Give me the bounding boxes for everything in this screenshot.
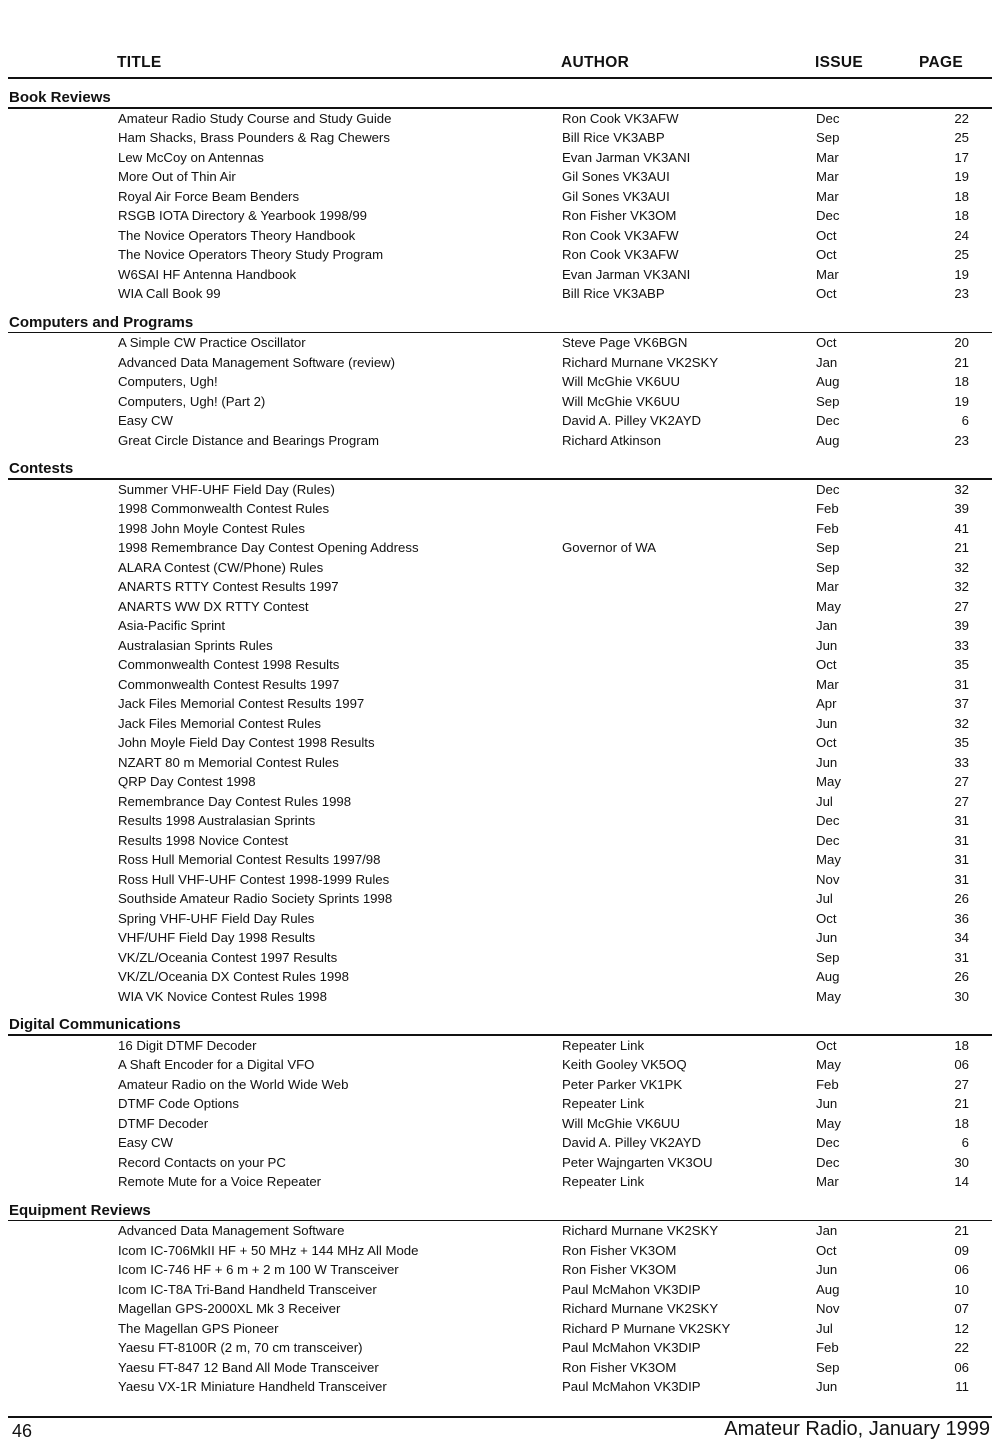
table-row [0,1299,1000,1319]
entry-issue: Mar [816,169,839,184]
table-row [0,636,1000,656]
entry-title: Asia-Pacific Sprint [118,618,226,633]
section [0,1006,1000,1192]
table-row [0,675,1000,695]
entry-title: WIA Call Book 99 [118,286,221,301]
entry-title: Spring VHF-UHF Field Day Rules [118,910,315,926]
entry-title: VK/ZL/Oceania Contest 1997 Results [118,949,338,965]
column-header-title: TITLE [117,54,162,71]
entry-issue: Feb [816,520,839,536]
entry-title: Results 1998 Novice Contest [118,832,289,848]
table-row [0,1260,1000,1280]
table-row [0,1241,1000,1261]
column-header [0,54,1000,76]
entry-title: 16 Digit DTMF Decoder [118,1037,257,1053]
table-row [0,733,1000,753]
entry-page: 09 [954,1242,969,1258]
entry-title: Yaesu FT-8100R (2 m, 70 cm transceiver) [118,1340,363,1355]
entry-title: Jack Files Memorial Contest Rules [118,715,322,731]
entry-title: VHF/UHF Field Day 1998 Results [118,930,316,945]
entry-issue: Dec [816,1154,840,1170]
entry-title: Icom IC-706MkII HF + 50 MHz + 144 MHz All Mode [118,1242,419,1258]
entry-title: RSGB IOTA Directory & Yearbook 1998/99 [118,208,367,223]
table-row [0,1094,1000,1114]
entry-issue: Sep [816,1359,840,1375]
entry-author: Ron Fisher VK3OM [562,1359,677,1375]
entry-page: 30 [954,1154,969,1170]
entry-issue: Aug [816,1281,840,1297]
entry-title: Amateur Radio Study Course and Study Guide [118,110,392,126]
entry-title: Australasian Sprints Rules [118,637,273,653]
entry-title: W6SAI HF Antenna Handbook [118,266,297,282]
entry-title: Commonwealth Contest 1998 Results [118,657,340,672]
entry-author: Richard Murnane VK2SKY [562,1301,719,1316]
section-title: Computers and Programs [9,313,194,331]
table-row [0,431,1000,451]
entry-issue: Sep [816,559,840,575]
table-row [0,1153,1000,1173]
entry-issue: Apr [816,696,837,711]
table-row [0,333,1000,353]
entry-title: Remote Mute for a Voice Repeater [118,1174,322,1189]
table-row [0,597,1000,617]
entry-issue: May [816,988,841,1004]
entry-title: The Magellan GPS Pioneer [118,1320,279,1336]
section-title: Equipment Reviews [9,1201,151,1219]
entry-page: 14 [954,1174,969,1189]
entry-title: NZART 80 m Memorial Contest Rules [118,754,339,770]
entry-page: 31 [954,852,969,867]
entry-page: 25 [954,247,969,262]
table-row [0,577,1000,597]
entry-issue: Jun [816,1262,838,1277]
entry-page: 24 [954,227,969,243]
table-row [0,1358,1000,1378]
entry-title: Results 1998 Australasian Sprints [118,813,316,828]
entry-title: Advanced Data Management Software [118,1223,345,1238]
entry-author: Steve Page VK6BGN [562,335,688,350]
section [0,1192,1000,1397]
entry-issue: Jun [816,1096,838,1111]
table-row [0,167,1000,187]
entry-page: 31 [954,813,969,828]
entry-author: Keith Gooley VK5OQ [562,1057,687,1072]
column-header-author: AUTHOR [561,54,630,71]
entry-page: 6 [961,413,969,428]
entry-title: Icom IC-T8A Tri-Band Handheld Transceiver [118,1281,377,1297]
entry-page: 27 [954,1076,969,1092]
entry-title: A Shaft Encoder for a Digital VFO [118,1057,315,1072]
table-row [0,870,1000,890]
entry-issue: Oct [816,247,837,262]
entry-page: 11 [955,1379,969,1394]
table-row [0,1338,1000,1358]
entry-issue: Jan [816,618,838,633]
table-row [0,519,1000,539]
table-row [0,1377,1000,1397]
table-row [0,558,1000,578]
table-row [0,772,1000,792]
table-row [0,372,1000,392]
entry-page: 17 [954,149,969,165]
table-row [0,499,1000,519]
entry-title: The Novice Operators Theory Handbook [118,227,356,243]
entry-issue: Aug [816,969,840,984]
entry-page: 18 [954,1037,969,1053]
entry-title: Icom IC-746 HF + 6 m + 2 m 100 W Transceiver [118,1262,399,1277]
entry-title: The Novice Operators Theory Study Program [118,247,384,262]
entry-page: 19 [954,393,969,409]
entry-author: Evan Jarman VK3ANI [562,266,691,282]
entry-page: 37 [954,696,969,711]
entry-author: Ron Fisher VK3OM [562,208,677,223]
entry-title: 1998 John Moyle Contest Rules [118,520,305,536]
table-row [0,148,1000,168]
table-row [0,948,1000,968]
entry-page: 26 [954,969,969,984]
table-row [0,1133,1000,1153]
table-row [0,206,1000,226]
entry-page: 27 [954,793,969,809]
entry-page: 32 [954,715,969,731]
entry-page: 19 [954,266,969,282]
entry-author: Will McGhie VK6UU [562,1115,680,1131]
entry-page: 35 [954,657,969,672]
entry-page: 06 [954,1057,969,1072]
entry-issue: Oct [816,910,837,926]
entry-author: Bill Rice VK3ABP [562,286,665,301]
entry-page: 39 [954,501,969,516]
entry-author: Evan Jarman VK3ANI [562,149,691,165]
entry-page: 27 [954,598,969,614]
table-row [0,245,1000,265]
column-header-page: PAGE [919,54,963,71]
entry-author: Repeater Link [562,1037,645,1053]
table-row [0,1075,1000,1095]
entry-page: 20 [954,335,969,350]
entry-title: 1998 Remembrance Day Contest Opening Address [118,540,419,555]
entry-author: Gil Sones VK3AUI [562,169,670,184]
entry-title: Amateur Radio on the World Wide Web [118,1076,349,1092]
entry-title: ANARTS RTTY Contest Results 1997 [118,579,339,594]
table-row [0,1172,1000,1192]
entry-issue: May [816,1115,841,1131]
table-row [0,811,1000,831]
entry-issue: Jun [816,930,838,945]
entry-issue: Mar [816,188,839,204]
entry-author: Richard Atkinson [562,432,661,448]
entry-page: 26 [954,891,969,906]
entry-page: 06 [954,1262,969,1277]
entry-page: 18 [954,208,969,223]
entry-issue: Dec [816,413,840,428]
entry-author: David A. Pilley VK2AYD [562,413,702,428]
column-header-issue: ISSUE [815,54,864,71]
header-rule [8,77,992,79]
entry-title: QRP Day Contest 1998 [118,774,256,789]
table-row [0,353,1000,373]
entry-title: Southside Amateur Radio Society Sprints 1998 [118,891,393,906]
section-title: Digital Communications [9,1016,181,1033]
entry-page: 21 [954,1096,969,1111]
entry-title: Easy CW [118,1135,173,1150]
entry-author: Will McGhie VK6UU [562,374,680,389]
entry-issue: Dec [816,832,840,848]
entry-page: 41 [954,520,969,536]
entry-issue: Nov [816,1301,840,1316]
entry-title: Commonwealth Contest Results 1997 [118,676,340,692]
entry-issue: Mar [816,579,839,594]
entry-author: Richard P Murnane VK2SKY [562,1320,731,1336]
entry-issue: Aug [816,374,840,389]
entry-title: Computers, Ugh! (Part 2) [118,393,266,409]
table-row [0,928,1000,948]
entry-page: 21 [954,354,969,370]
entry-author: Repeater Link [562,1174,645,1189]
entry-issue: Jul [816,1320,833,1336]
entry-author: Ron Cook VK3AFW [562,227,679,243]
entry-issue: Oct [816,1037,837,1053]
entry-page: 34 [954,930,969,945]
entry-title: Remembrance Day Contest Rules 1998 [118,793,352,809]
entry-issue: Sep [816,393,840,409]
entry-issue: Nov [816,871,840,887]
entry-title: John Moyle Field Day Contest 1998 Results [118,735,375,750]
entry-page: 6 [961,1135,969,1150]
entry-author: Gil Sones VK3AUI [562,188,670,204]
entry-issue: Oct [816,335,837,350]
entry-page: 21 [954,1223,969,1238]
entry-issue: Jun [816,754,838,770]
entry-title: Yaesu FT-847 12 Band All Mode Transceiver [118,1359,379,1375]
table-row [0,616,1000,636]
entry-title: ANARTS WW DX RTTY Contest [118,598,309,614]
entry-issue: Dec [816,813,840,828]
entry-title: ALARA Contest (CW/Phone) Rules [118,559,324,575]
table-row [0,226,1000,246]
table-row [0,392,1000,412]
section [0,450,1000,1006]
table-row [0,187,1000,207]
entry-issue: Mar [816,266,839,282]
entry-page: 12 [954,1320,969,1336]
entry-issue: Feb [816,501,839,516]
entry-issue: Dec [816,110,840,126]
entry-title: VK/ZL/Oceania DX Contest Rules 1998 [118,969,349,984]
entry-author: Will McGhie VK6UU [562,393,680,409]
entry-issue: Oct [816,227,837,243]
entry-title: Ham Shacks, Brass Pounders & Rag Chewers [118,130,390,145]
table-row [0,655,1000,675]
table-row [0,109,1000,129]
section [0,89,1000,304]
entry-page: 32 [954,579,969,594]
entry-author: Repeater Link [562,1096,645,1111]
entry-author: Peter Wajngarten VK3OU [562,1154,713,1170]
table-row [0,1055,1000,1075]
entry-issue: Oct [816,1242,837,1258]
entry-author: Paul McMahon VK3DIP [562,1379,701,1394]
entry-issue: Jul [816,793,833,809]
entry-title: Royal Air Force Beam Benders [118,188,300,204]
table-row [0,889,1000,909]
entry-page: 23 [954,286,969,301]
entry-issue: Jun [816,637,838,653]
table-row [0,411,1000,431]
entry-title: Magellan GPS-2000XL Mk 3 Receiver [118,1301,341,1316]
entry-author: Ron Cook VK3AFW [562,247,679,262]
entry-issue: Oct [816,657,837,672]
entry-title: Ross Hull VHF-UHF Contest 1998-1999 Rules [118,871,390,887]
section-title: Book Reviews [9,89,111,106]
entry-page: 06 [954,1359,969,1375]
entry-page: 25 [954,130,969,145]
index-content [0,89,1000,1397]
entry-issue: May [816,774,841,789]
table-row [0,909,1000,929]
entry-title: Jack Files Memorial Contest Results 1997 [118,696,365,711]
entry-issue: Mar [816,676,839,692]
entry-issue: May [816,852,841,867]
entry-page: 27 [954,774,969,789]
table-row [0,850,1000,870]
entry-title: More Out of Thin Air [118,169,236,184]
entry-page: 10 [954,1281,969,1297]
entry-issue: Dec [816,1135,840,1150]
entry-author: Peter Parker VK1PK [562,1076,683,1092]
entry-author: Ron Fisher VK3OM [562,1262,677,1277]
entry-issue: Sep [816,540,840,555]
entry-issue: Feb [816,1076,839,1092]
entry-issue: Oct [816,735,837,750]
entry-issue: Feb [816,1340,839,1355]
entry-title: Advanced Data Management Software (review) [118,354,396,370]
entry-issue: Sep [816,130,840,145]
entry-issue: Dec [816,208,840,223]
entry-page: 22 [954,1340,969,1355]
table-row [0,714,1000,734]
table-row [0,1280,1000,1300]
section-title: Contests [9,460,74,477]
entry-page: 31 [954,949,969,965]
table-row [0,1114,1000,1134]
table-row [0,987,1000,1007]
entry-title: DTMF Decoder [118,1115,209,1131]
entry-page: 39 [954,618,969,633]
entry-issue: Mar [816,149,839,165]
table-row [0,792,1000,812]
entry-page: 23 [954,432,969,448]
entry-issue: Jan [816,1223,838,1238]
entry-page: 32 [954,559,969,575]
entry-title: Summer VHF-UHF Field Day (Rules) [118,481,335,497]
page-number: 46 [12,1421,33,1441]
table-row [0,967,1000,987]
entry-page: 33 [954,637,969,653]
entry-author: Ron Fisher VK3OM [562,1242,677,1258]
entry-page: 30 [954,988,969,1004]
entry-issue: Jan [816,354,838,370]
entry-page: 22 [954,110,969,126]
entry-author: Bill Rice VK3ABP [562,130,665,145]
table-row [0,694,1000,714]
entry-issue: Jul [816,891,833,906]
table-row [0,538,1000,558]
entry-issue: Mar [816,1174,839,1189]
entry-title: A Simple CW Practice Oscillator [118,335,306,350]
entry-issue: Sep [816,949,840,965]
entry-page: 31 [954,676,969,692]
entry-page: 31 [954,871,969,887]
table-row [0,284,1000,304]
entry-issue: Aug [816,432,840,448]
entry-page: 18 [954,1115,969,1131]
entry-page: 33 [954,754,969,770]
section [0,304,1000,451]
table-row [0,1036,1000,1056]
entry-title: 1998 Commonwealth Contest Rules [118,501,330,516]
entry-author: Paul McMahon VK3DIP [562,1281,701,1297]
entry-page: 18 [954,188,969,204]
entry-title: Great Circle Distance and Bearings Program [118,432,379,448]
entry-issue: May [816,1057,841,1072]
entry-issue: Oct [816,286,837,301]
entry-author: Ron Cook VK3AFW [562,110,679,126]
entry-title: Yaesu VX-1R Miniature Handheld Transceiver [118,1379,387,1394]
entry-page: 21 [954,540,969,555]
table-row [0,1319,1000,1339]
entry-title: Record Contacts on your PC [118,1154,286,1170]
entry-author: Richard Murnane VK2SKY [562,354,719,370]
entry-title: DTMF Code Options [118,1096,239,1111]
entry-issue: Dec [816,481,840,497]
entry-author: Governor of WA [562,540,657,555]
entry-page: 19 [954,169,969,184]
entry-author: Richard Murnane VK2SKY [562,1223,719,1238]
entry-page: 36 [954,910,969,926]
entry-title: Ross Hull Memorial Contest Results 1997/98 [118,852,381,867]
entry-issue: May [816,598,841,614]
entry-issue: Jun [816,715,838,731]
entry-issue: Jun [816,1379,838,1394]
table-row [0,831,1000,851]
entry-page: 07 [954,1301,969,1316]
entry-title: WIA VK Novice Contest Rules 1998 [118,988,327,1004]
table-row [0,480,1000,500]
entry-page: 31 [954,832,969,848]
publication-info: Amateur Radio, January 1999 [724,1418,990,1440]
entry-author: David A. Pilley VK2AYD [562,1135,702,1150]
entry-title: Computers, Ugh! [118,374,218,389]
table-row [0,265,1000,285]
table-row [0,1221,1000,1241]
entry-title: Easy CW [118,413,173,428]
table-row [0,753,1000,773]
entry-page: 18 [954,374,969,389]
entry-page: 35 [954,735,969,750]
entry-author: Paul McMahon VK3DIP [562,1340,701,1355]
entry-page: 32 [954,481,969,497]
table-row [0,128,1000,148]
entry-title: Lew McCoy on Antennas [118,149,264,165]
